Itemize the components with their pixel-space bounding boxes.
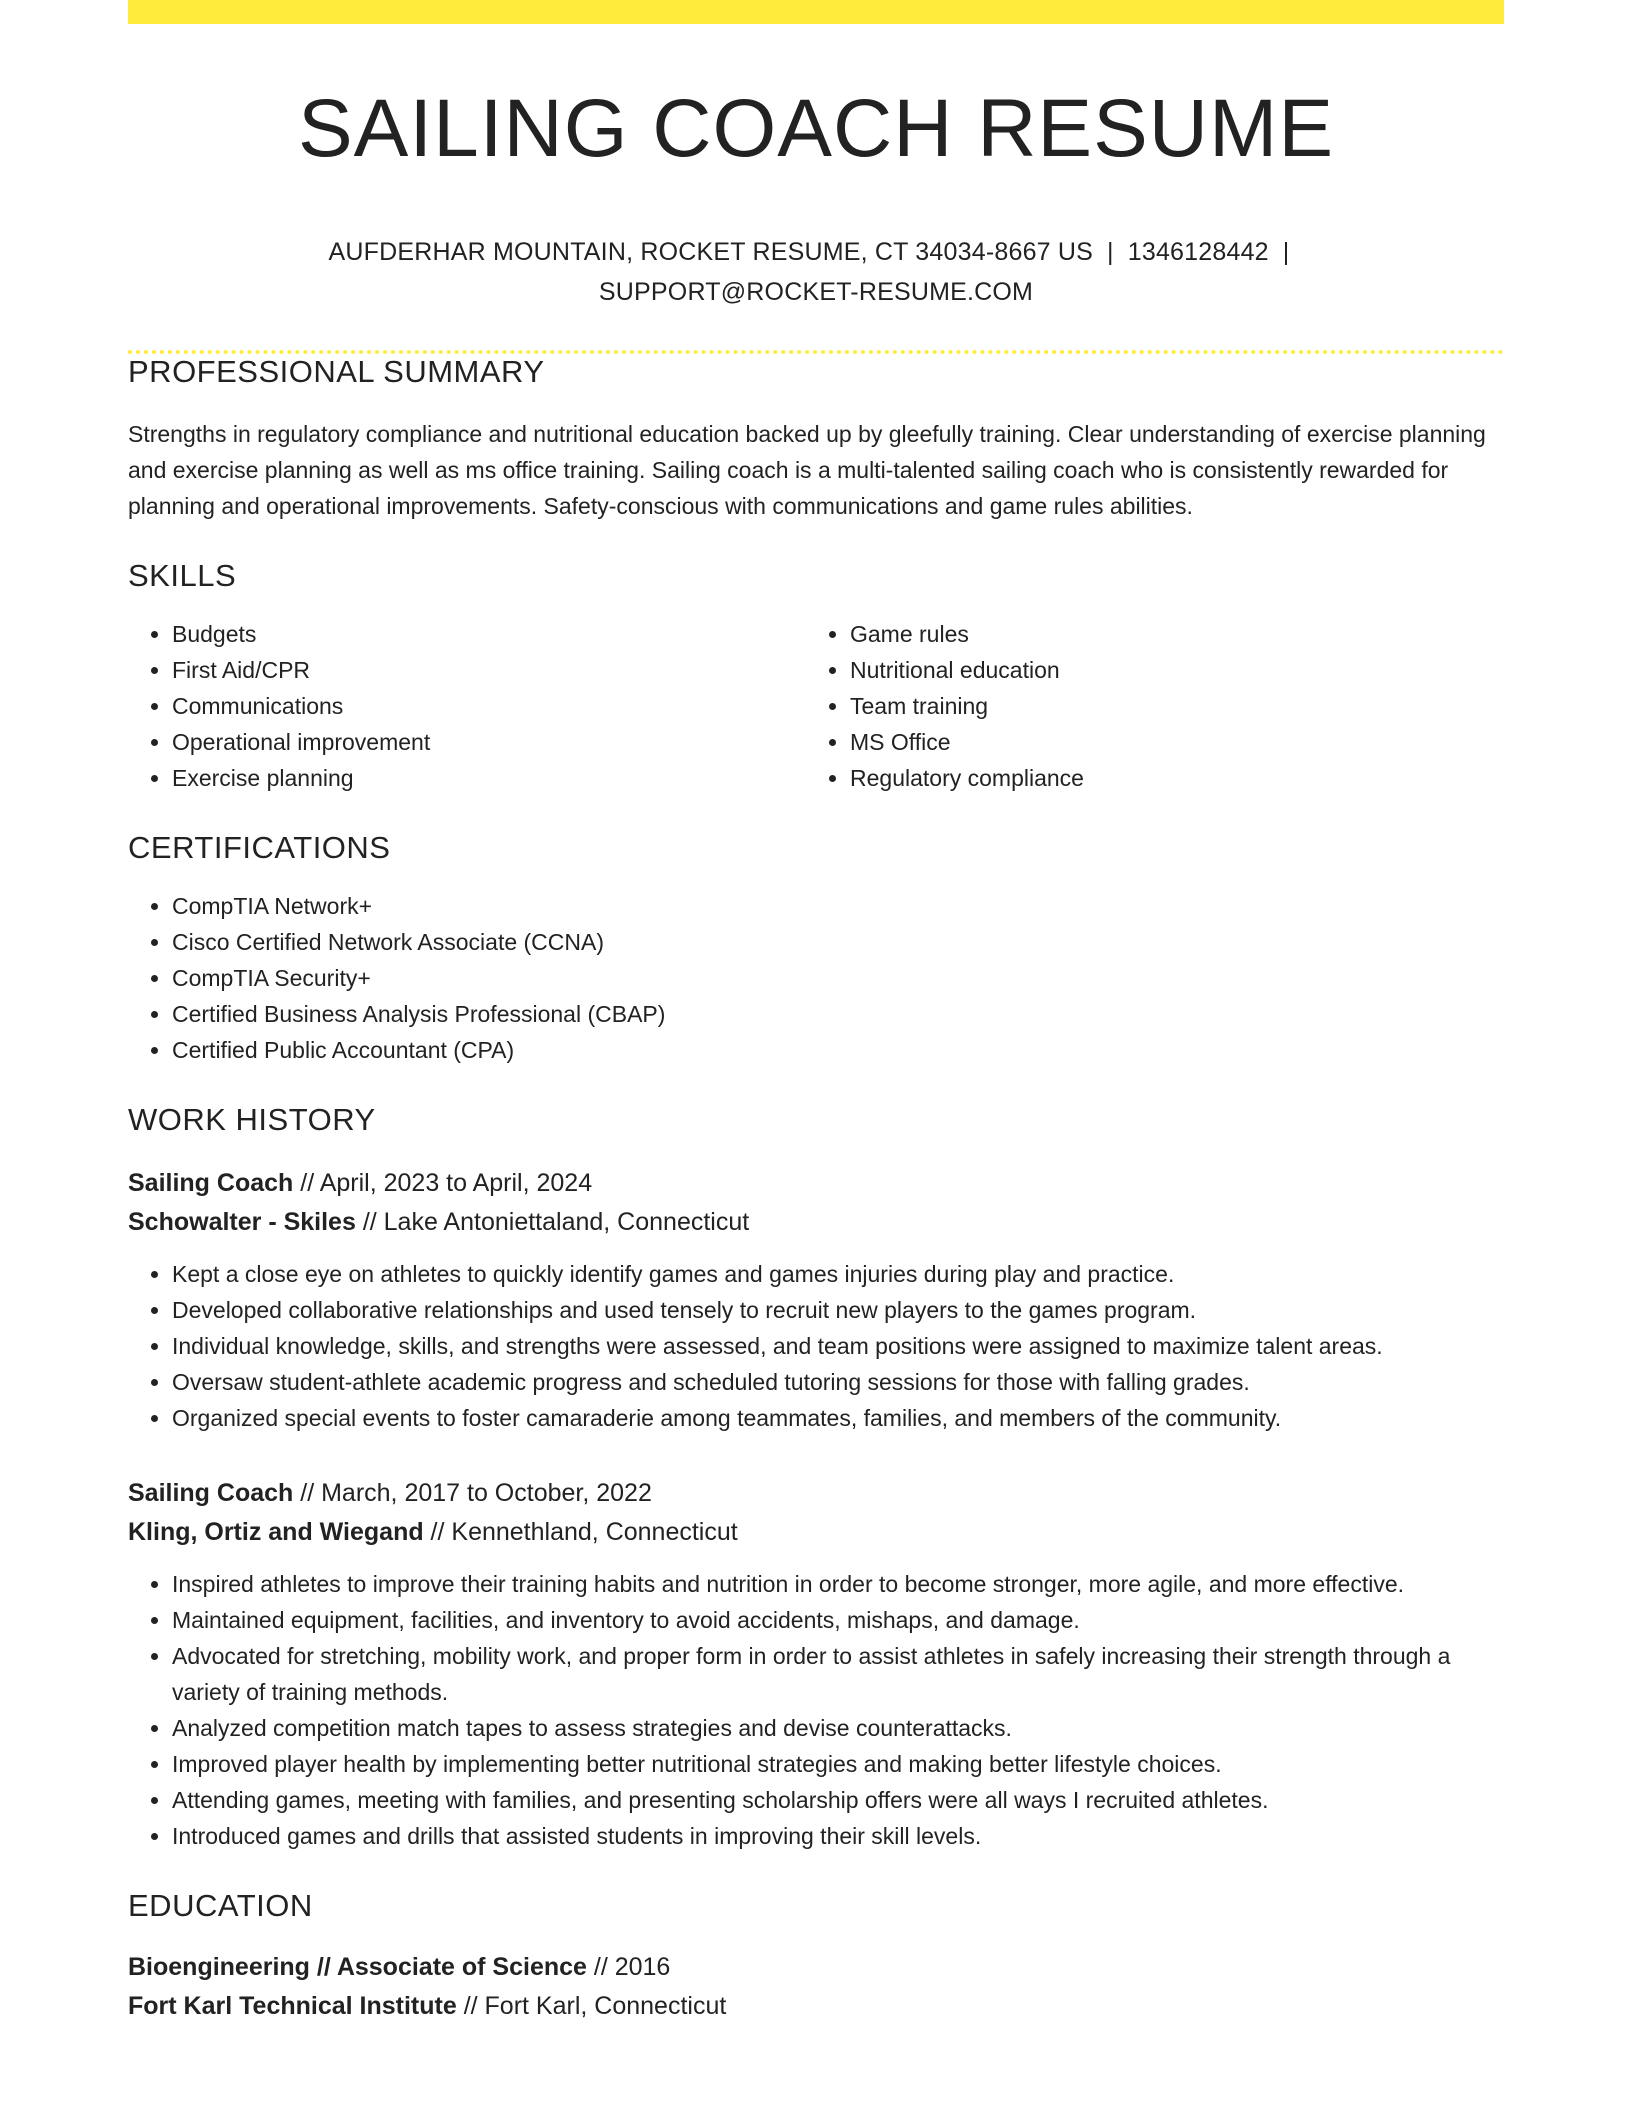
job-company: Schowalter - Skiles: [128, 1208, 356, 1237]
certification-item: • CompTIA Security+: [172, 960, 1504, 996]
skills-heading: SKILLS: [128, 558, 237, 594]
skill-item: • Communications: [172, 688, 806, 724]
contact-separator: |: [1282, 238, 1290, 267]
skills-list-left: [128, 616, 806, 796]
education-year: // 2016: [586, 1953, 671, 1982]
work-history-section: [128, 1102, 1504, 1854]
contact-address: AUFDERHAR MOUNTAIN, ROCKET RESUME, CT 34034-8667 US: [328, 238, 1094, 267]
job-bullet: • Developed collaborative relationships and used tensely to recruit new players to the games program.: [172, 1292, 1504, 1328]
job-bullet: • Maintained equipment, facilities, and inventory to avoid accidents, mishaps, and damage.: [172, 1602, 1504, 1638]
job-title-line: [128, 1474, 1504, 1513]
job-bullet: • Kept a close eye on athletes to quickly identify games and games injuries during play and practice.: [172, 1256, 1504, 1292]
job-location: // Lake Antoniettaland, Connecticut: [355, 1208, 750, 1237]
job-title-line: [128, 1164, 1504, 1203]
education-school-line: [128, 1987, 1504, 2026]
skill-item: • Nutritional education: [850, 652, 1484, 688]
skill-item: • Exercise planning: [172, 760, 806, 796]
job-title: Sailing Coach: [128, 1479, 294, 1508]
contact-line-1: [128, 232, 1504, 272]
job-entry: [128, 1164, 1504, 1436]
job-bullet: • Introduced games and drills that assisted students in improving their skill levels.: [172, 1818, 1504, 1854]
job-bullet: • Organized special events to foster camaraderie among teammates, families, and members of the community.: [172, 1400, 1504, 1436]
job-title: Sailing Coach: [128, 1169, 294, 1198]
job-bullet: • Individual knowledge, skills, and strengths were assessed, and team positions were assigned to maximize talent areas.: [172, 1328, 1504, 1364]
job-company: Kling, Ortiz and Wiegand: [128, 1518, 424, 1547]
education-school: Fort Karl Technical Institute: [128, 1992, 457, 2021]
contact-line-2: [128, 272, 1504, 312]
certifications-list: [128, 888, 1504, 1068]
job-bullets: [128, 1256, 1504, 1436]
resume-page: [128, 0, 1504, 2026]
summary-text: Strengths in regulatory compliance and nutritional education backed up by gleefully training. Clear understanding of exercise planning and exercise planning as well as ms office training. Sailing coach is a multi-talented sailing coach who is consistently rewarded for planning and operational improvements. Safety-conscious with communications and game rules abilities.: [128, 421, 1486, 520]
job-bullet: • Attending games, meeting with families, and presenting scholarship offers were all ways I recruited athletes.: [172, 1782, 1504, 1818]
job-location: // Kennethland, Connecticut: [423, 1518, 738, 1547]
skill-item: • Regulatory compliance: [850, 760, 1484, 796]
contact-info: [128, 232, 1504, 312]
certification-item: • CompTIA Network+: [172, 888, 1504, 924]
education-entry: [128, 1948, 1504, 2026]
job-company-line: [128, 1513, 1504, 1552]
job-company-line: [128, 1203, 1504, 1242]
contact-separator: |: [1107, 238, 1114, 267]
contact-phone: 1346128442: [1127, 238, 1269, 267]
job-dates: // March, 2017 to October, 2022: [293, 1479, 652, 1508]
skills-section: [128, 558, 1504, 796]
certifications-heading: CERTIFICATIONS: [128, 830, 391, 866]
education-section: [128, 1888, 1504, 2026]
accent-bar: [128, 0, 1504, 24]
education-heading: EDUCATION: [128, 1888, 313, 1924]
summary-heading: PROFESSIONAL SUMMARY: [128, 354, 545, 390]
contact-email: SUPPORT@ROCKET-RESUME.COM: [598, 278, 1034, 307]
skill-item: • MS Office: [850, 724, 1484, 760]
certification-item: • Certified Business Analysis Professional (CBAP): [172, 996, 1504, 1032]
job-bullets: [128, 1566, 1504, 1854]
job-entry: [128, 1474, 1504, 1854]
education-degree: Bioengineering // Associate of Science: [128, 1953, 587, 1982]
skill-item: • First Aid/CPR: [172, 652, 806, 688]
certification-item: • Certified Public Accountant (CPA): [172, 1032, 1504, 1068]
skill-item: • Operational improvement: [172, 724, 806, 760]
skill-item: • Team training: [850, 688, 1484, 724]
skill-item: • Game rules: [850, 616, 1484, 652]
job-bullet: • Analyzed competition match tapes to assess strategies and devise counterattacks.: [172, 1710, 1504, 1746]
skill-item: • Budgets: [172, 616, 806, 652]
education-location: // Fort Karl, Connecticut: [456, 1992, 727, 2021]
job-bullet: • Inspired athletes to improve their training habits and nutrition in order to become stronger, more agile, and more effective.: [172, 1566, 1504, 1602]
resume-title: SAILING COACH RESUME: [297, 83, 1335, 174]
skills-columns: [128, 616, 1504, 796]
job-bullet: • Advocated for stretching, mobility work, and proper form in order to assist athletes in safely increasing their strength through a variety of training methods.: [172, 1638, 1504, 1710]
job-bullet: • Oversaw student-athlete academic progress and scheduled tutoring sessions for those with falling grades.: [172, 1364, 1504, 1400]
certifications-section: [128, 830, 1504, 1068]
job-bullet: • Improved player health by implementing better nutritional strategies and making better lifestyle choices.: [172, 1746, 1504, 1782]
skills-list-right: [806, 616, 1484, 796]
education-degree-line: [128, 1948, 1504, 1987]
work-history-heading: WORK HISTORY: [128, 1102, 376, 1138]
certification-item: • Cisco Certified Network Associate (CCNA): [172, 924, 1504, 960]
job-dates: // April, 2023 to April, 2024: [293, 1169, 593, 1198]
